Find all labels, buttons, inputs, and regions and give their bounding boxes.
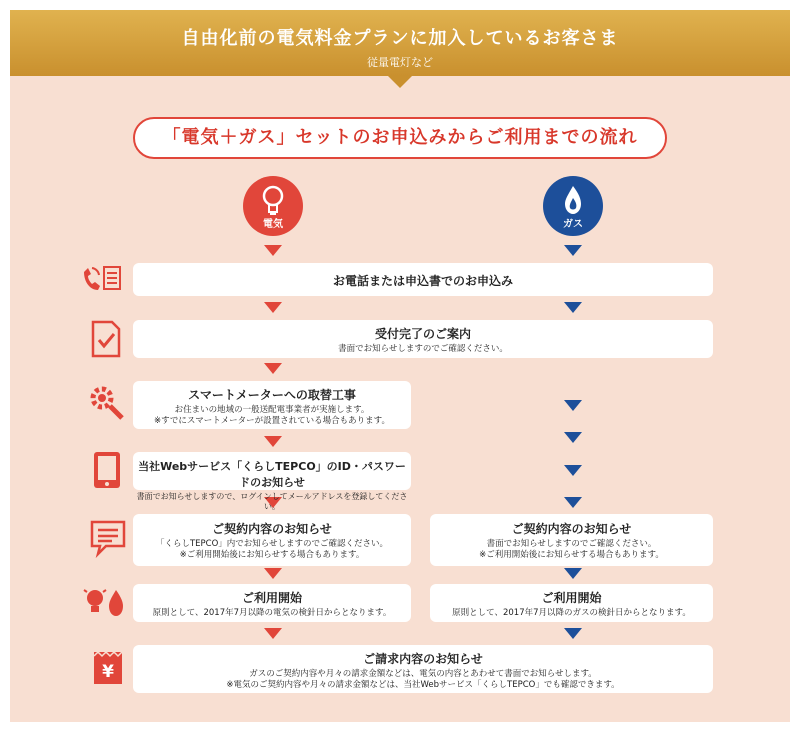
flow-arrow-electric (264, 363, 282, 374)
step-meter-sub2: ※すでにスマートメーターが設置されている場合もあります。 (154, 415, 390, 426)
tablet-icon (92, 450, 122, 490)
gas-badge (543, 176, 603, 236)
flow-arrow-electric (264, 245, 282, 256)
step-accept (133, 320, 713, 358)
bulb-flame-icon (82, 584, 126, 620)
step-start-gas-sub: 原則として、2017年7月以降のガスの検針日からとなります。 (452, 608, 691, 618)
step-bill-title: ご請求内容のお知らせ (363, 652, 483, 666)
step-contract-electric-title: ご契約内容のお知らせ (212, 522, 332, 536)
step-start-gas (430, 584, 713, 622)
gas-label: ガス (563, 219, 583, 230)
chat-bubble-icon (90, 518, 126, 558)
yen-symbol: ¥ (102, 662, 114, 682)
step-contract-electric-sub1: 「くらしTEPCO」内でお知らせしますのでご確認ください。 (155, 539, 389, 549)
step-bill-sub1: ガスのご契約内容や月々の請求金額などは、電気の内容とあわせて書面でお知らせします。 (249, 669, 597, 679)
step-start-electric-sub: 原則として、2017年7月以降の電気の検針日からとなります。 (152, 608, 392, 618)
flow-arrow-gas (564, 497, 582, 508)
yen-bill-icon (92, 648, 124, 688)
step-accept-sub: 書面でお知らせしますのでご確認ください。 (338, 344, 508, 354)
step-contract-gas (430, 514, 713, 566)
step-contract-electric-sub2: ※ご利用開始後にお知らせする場合もあります。 (179, 549, 365, 560)
flow-arrow-electric (264, 436, 282, 447)
step-meter (133, 381, 411, 429)
flow-arrow-gas (564, 568, 582, 579)
phone-doc-icon (80, 264, 124, 294)
document-check-icon (90, 320, 122, 358)
step-bill (133, 645, 713, 693)
flow-arrow-electric (264, 628, 282, 639)
step-web-sub: 書面でお知らせしますので、ログインしてメールアドレスを登録してください。 (136, 492, 408, 511)
step-apply-title: お電話または申込書でのお申込み (332, 274, 513, 288)
gear-wrench-icon (86, 382, 126, 422)
header-subtitle: 従量電灯など (367, 56, 433, 69)
step-contract-gas-sub1: 書面でお知らせしますのでご確認ください。 (486, 539, 657, 549)
step-meter-title: スマートメーターへの取替工事 (188, 388, 356, 402)
flow-title: 「電気＋ガス」セットのお申込みからご利用までの流れ (133, 117, 667, 159)
flow-arrow-gas (564, 628, 582, 639)
header-banner (10, 10, 790, 76)
electric-label: 電気 (263, 219, 283, 230)
header-arrow (388, 76, 412, 88)
step-start-electric-title: ご利用開始 (241, 591, 302, 605)
step-bill-sub2: ※電気のご契約内容や月々の請求金額などは、当社Webサービス「くらしTEPCO」でも確認できます。 (226, 679, 620, 690)
step-start-electric (133, 584, 411, 622)
step-contract-electric (133, 514, 411, 566)
step-accept-title: 受付完了のご案内 (374, 327, 471, 341)
flow-arrow-electric (264, 302, 282, 313)
step-contract-gas-title: ご契約内容のお知らせ (511, 522, 632, 536)
flow-arrow-gas (564, 432, 582, 443)
flow-arrow-electric (264, 568, 282, 579)
header-title: 自由化前の電気料金プランに加入しているお客さま (181, 28, 619, 49)
flow-arrow-gas (564, 400, 582, 411)
flow-arrow-gas (564, 245, 582, 256)
step-web-title: 当社Webサービス「くらしTEPCO」のID・パスワードのお知らせ (138, 460, 406, 489)
flow-arrow-gas (564, 302, 582, 313)
step-start-gas-title: ご利用開始 (541, 591, 602, 605)
electric-badge (243, 176, 303, 236)
step-meter-sub1: お住まいの地域の一般送配電事業者が実施します。 (174, 405, 370, 415)
step-web (133, 452, 411, 511)
step-contract-gas-sub2: ※ご利用開始後にお知らせする場合もあります。 (479, 549, 664, 560)
flow-arrow-gas (564, 465, 582, 476)
step-apply (133, 263, 713, 296)
